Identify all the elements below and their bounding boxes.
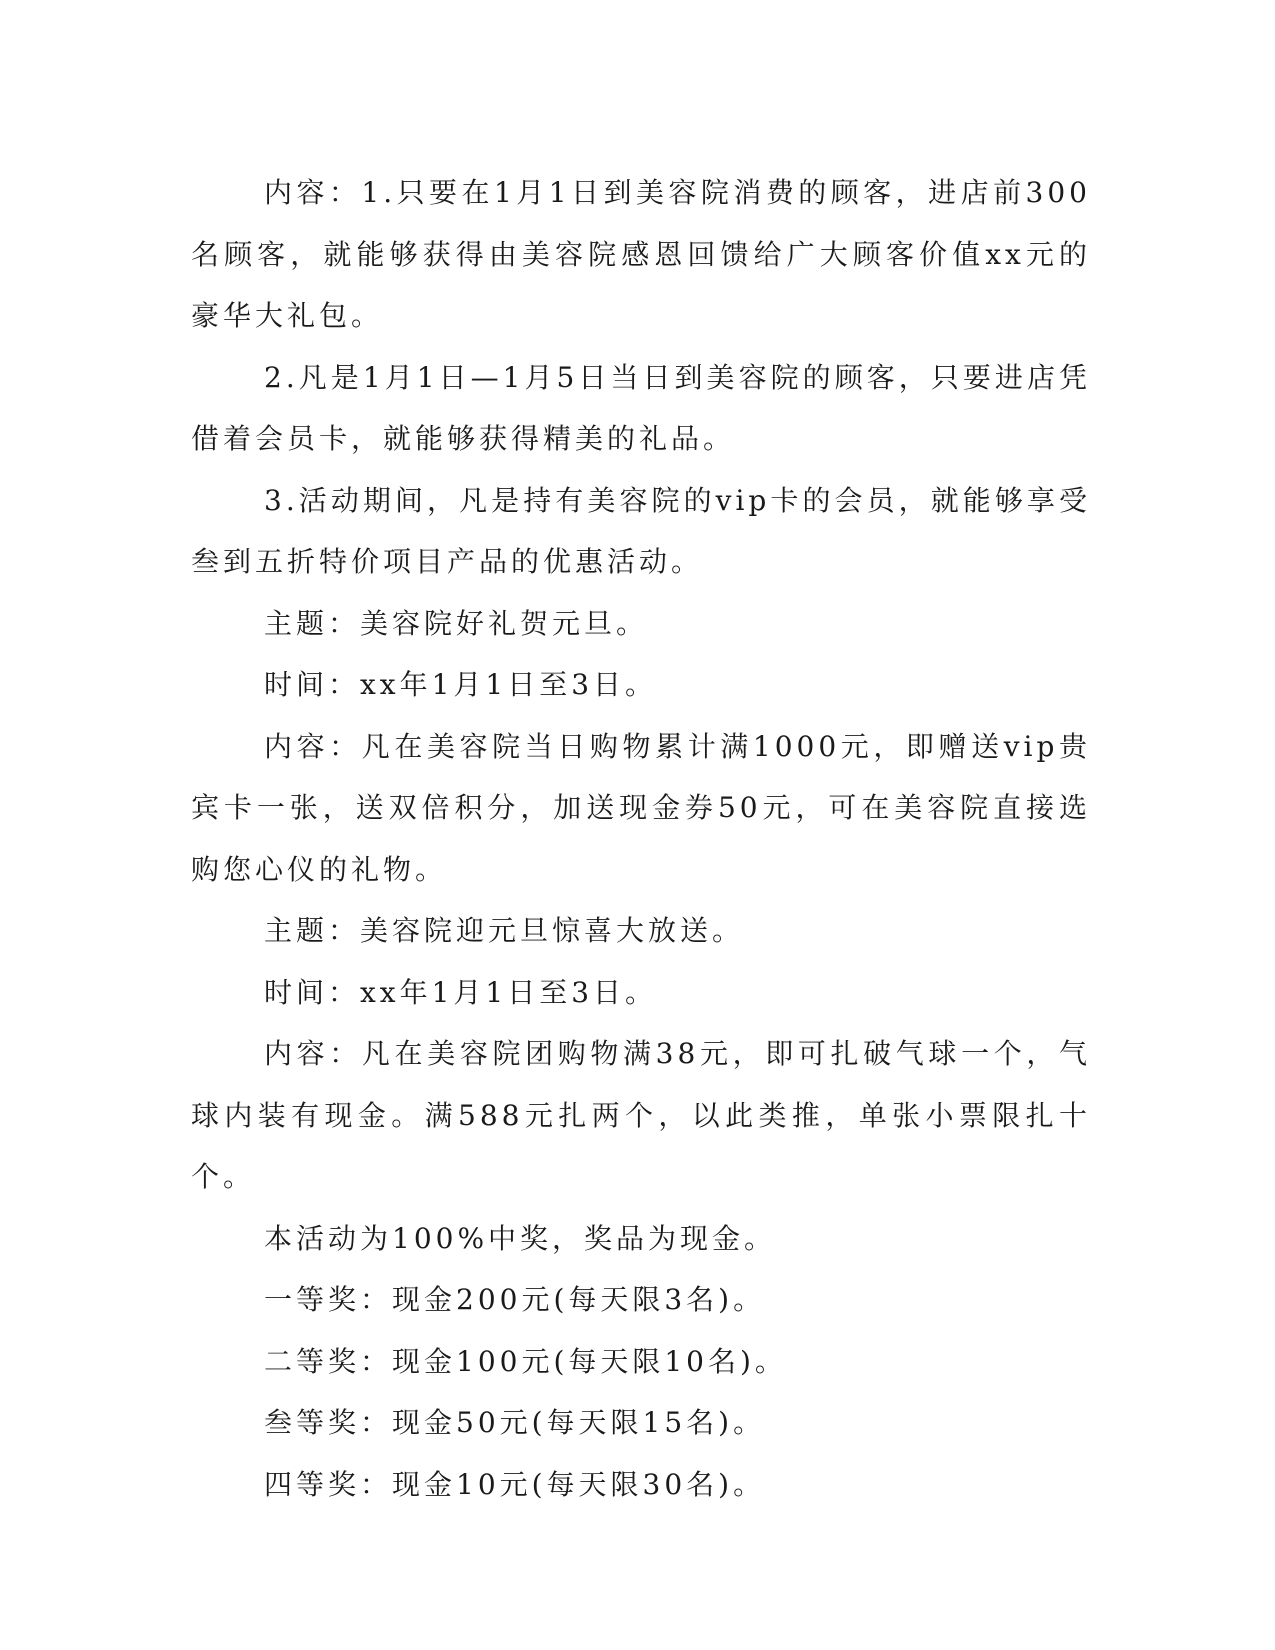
paragraph-content-1: 内容：1.只要在1月1日到美容院消费的顾客，进店前300名顾客，就能够获得由美容院感恩回馈给广大顾客价值xx元的豪华大礼包。	[191, 176, 1091, 332]
document-body	[191, 162, 1091, 1515]
paragraph-theme-1: 主题：美容院好礼贺元旦。	[264, 606, 649, 640]
paragraph-content-3: 3.活动期间，凡是持有美容院的vip卡的会员，就能够享受叁到五折特价项目产品的优惠活动。	[191, 483, 1091, 578]
paragraph-prize-fourth: 四等奖：现金10元(每天限30名)。	[264, 1467, 766, 1501]
paragraph-prize-first: 一等奖：现金200元(每天限3名)。	[264, 1283, 766, 1316]
paragraph-theme-2: 主题：美容院迎元旦惊喜大放送。	[264, 914, 745, 947]
paragraph-prize-note: 本活动为100%中奖，奖品为现金。	[264, 1221, 777, 1255]
paragraph-time-1: 时间：xx年1月1日至3日。	[264, 668, 658, 701]
paragraph-content-5: 内容：凡在美容院团购物满38元，即可扎破气球一个，气球内装有现金。满588元扎两个，以此类推，单张小票限扎十个。	[191, 1037, 1091, 1193]
paragraph-content-4: 内容：凡在美容院当日购物累计满1000元，即赠送vip贵宾卡一张，送双倍积分，加送现金券50元，可在美容院直接选购您心仪的礼物。	[191, 729, 1091, 886]
paragraph-time-2: 时间：xx年1月1日至3日。	[264, 975, 658, 1009]
paragraph-prize-second: 二等奖：现金100元(每天限10名)。	[264, 1344, 787, 1378]
paragraph-prize-third: 叁等奖：现金50元(每天限15名)。	[264, 1406, 766, 1439]
paragraph-content-2: 2.凡是1月1日—1月5日当日到美容院的顾客，只要进店凭借着会员卡，就能够获得精美的礼品。	[191, 360, 1091, 455]
